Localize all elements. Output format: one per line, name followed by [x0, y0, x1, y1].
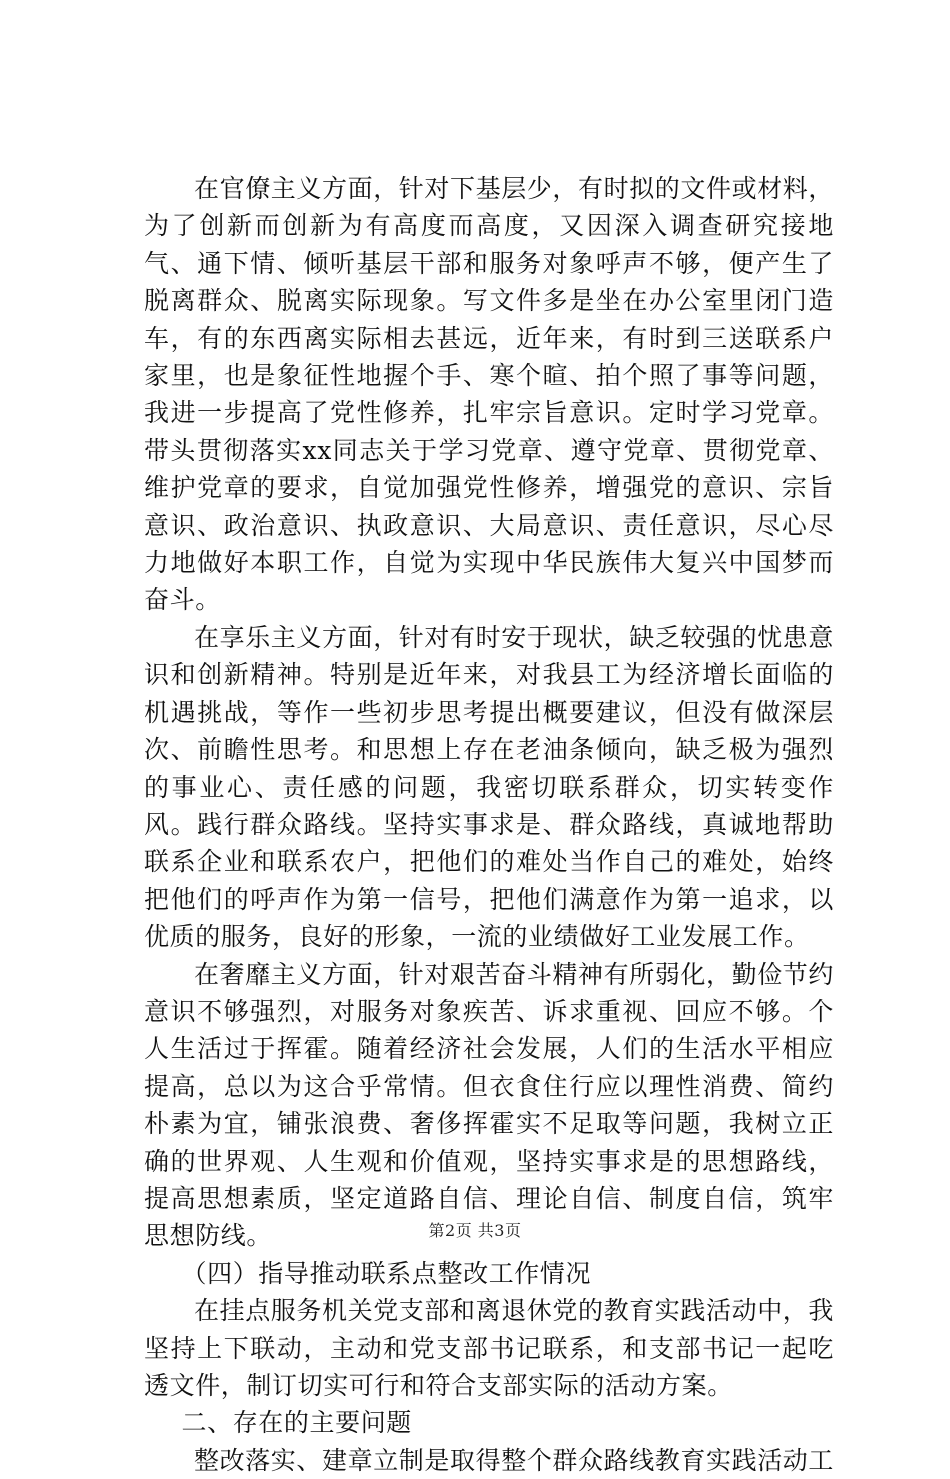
paragraph-rectification-guidance: 在挂点服务机关党支部和离退休党的教育实践活动中，我坚持上下联动，主动和党支部书记联系，和支部书记一起吃透文件，制订切实可行和符合支部实际的活动方案。 [144, 1296, 835, 1400]
paragraph-bureaucratism: 在官僚主义方面，针对下基层少，有时拟的文件或材料，为了创新而创新为有高度而高度，又因深入调查研究接地气、通下情、倾听基层干部和服务对象呼声不够，便产生了脱离群众、脱离实际现象。写文件多是坐在办公室里闭门造车，有的东西离实际相去甚远，近年来，有时到三送联系户家里，也是象征性地握个手、寒个暄、拍个照了事等问题，我进一步提高了党性修养，扎牢宗旨意识。定时学习党章。带头贯彻落实xx同志关于学习党章、遵守党章、贯彻党章、维护党章的要求，自觉加强党性修养，增强党的意识、宗旨意识、政治意识、执政意识、大局意识、责任意识，尽心尽力地做好本职工作，自觉为实现中华民族伟大复兴中国梦而奋斗。 [144, 174, 835, 615]
page-number-footer: 第2页 共3页 [428, 1221, 522, 1240]
paragraph-main-problems: 整改落实、建章立制是取得整个群众路线教育实践活动工 [194, 1445, 835, 1475]
document-body [144, 170, 834, 1479]
paragraph-hedonism: 在享乐主义方面，针对有时安于现状，缺乏较强的忧患意识和创新精神。特别是近年来，对我县工为经济增长面临的机遇挑战，等作一些初步思考提出概要建议，但没有做深层次、前瞻性思考。和思想上存在老油条倾向，缺乏极为强烈的事业心、责任感的问题，我密切联系群众，切实转变作风。践行群众路线。坚持实事求是、群众路线，真诚地帮助联系企业和联系农户，把他们的难处当作自己的难处，始终把他们的呼声作为第一信号，把他们满意作为第一追求，以优质的服务，良好的形象，一流的业绩做好工业发展工作。 [144, 622, 835, 952]
section-heading-rectification-guidance: （四）指导推动联系点整改工作情况 [181, 1258, 592, 1288]
section-heading-main-problems: 二、存在的主要问题 [181, 1408, 412, 1438]
paragraph-extravagance: 在奢靡主义方面，针对艰苦奋斗精神有所弱化，勤俭节约意识不够强烈，对服务对象疾苦、诉求重视、回应不够。个人生活过于挥霍。随着经济社会发展，人们的生活水平相应提高，总以为这合乎常情。但衣食住行应以理性消费、简约朴素为宜，铺张浪费、奢侈挥霍实不足取等问题，我树立正确的世界观、人生观和价值观，坚持实事求是的思想路线，提高思想素质，坚定道路自信、理论自信、制度自信，筑牢思想防线。 [144, 959, 835, 1251]
